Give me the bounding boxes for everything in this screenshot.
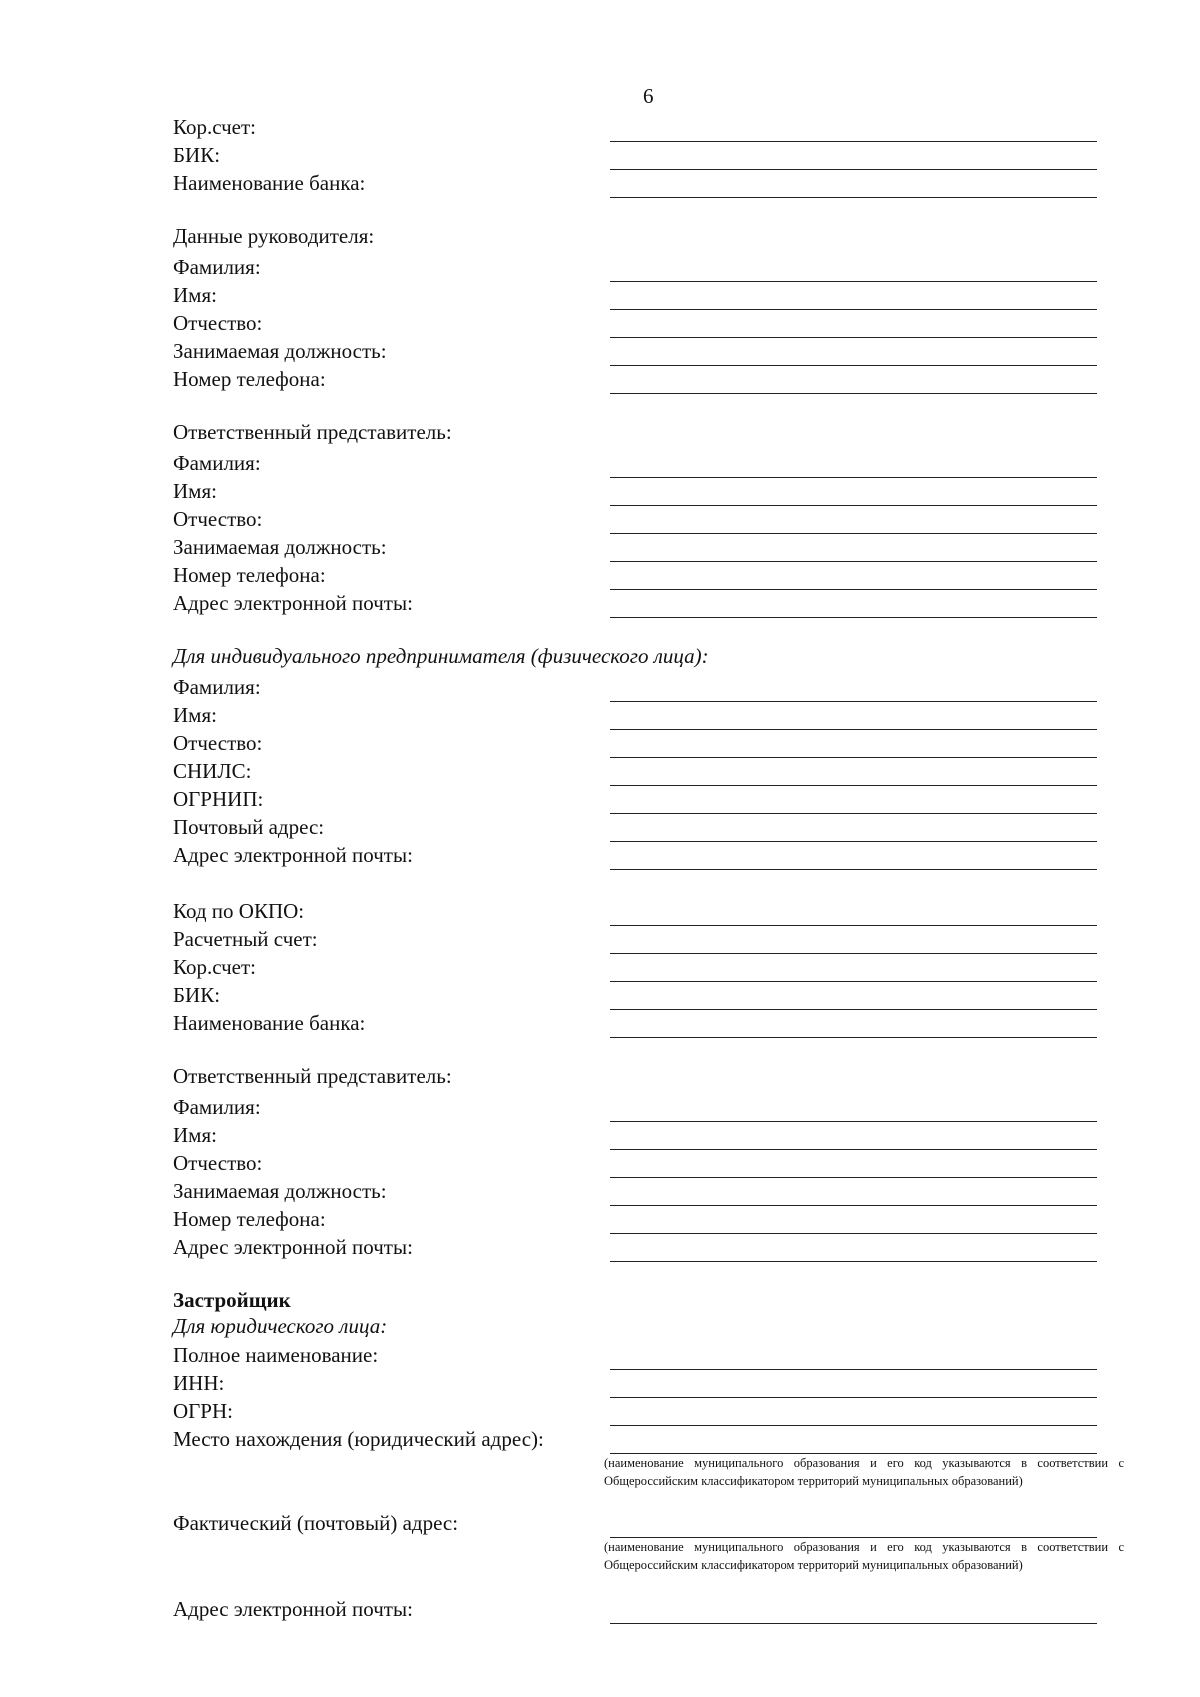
field-row — [173, 924, 1097, 954]
field-label: БИК: — [173, 143, 221, 167]
field-label: ОГРНИП: — [173, 787, 264, 811]
field-row — [173, 112, 1097, 142]
field-row — [173, 1120, 1097, 1150]
field-row — [173, 1204, 1097, 1234]
field-row — [173, 952, 1097, 982]
field-row — [173, 1008, 1097, 1038]
field-label: ИНН: — [173, 1371, 225, 1395]
field-label: БИК: — [173, 983, 221, 1007]
field-label: Номер телефона: — [173, 1207, 326, 1231]
fill-in-line[interactable] — [610, 393, 1097, 394]
field-label: Отчество: — [173, 311, 263, 335]
section-title-head: Данные руководителя: — [173, 224, 375, 248]
field-row — [173, 1368, 1097, 1398]
field-row — [173, 1092, 1097, 1122]
fill-in-line[interactable] — [610, 869, 1097, 870]
field-row — [173, 1424, 1097, 1454]
field-row — [173, 588, 1097, 618]
field-label: Место нахождения (юридический адрес): — [173, 1427, 544, 1451]
field-row — [173, 840, 1097, 870]
field-label: СНИЛС: — [173, 759, 252, 783]
field-row — [173, 812, 1097, 842]
field-row — [173, 1594, 1097, 1624]
section-title-representative: Ответственный представитель: — [173, 420, 452, 444]
legal-address-hint: (наименование муниципального образования и его код указываются в соответствии с Общероссийским классификатором территорий муниципальных образований) — [604, 1456, 1124, 1488]
field-row — [173, 364, 1097, 394]
field-label: Имя: — [173, 1123, 217, 1147]
field-row — [173, 672, 1097, 702]
field-label: Наименование банка: — [173, 1011, 366, 1035]
field-row — [173, 1176, 1097, 1206]
field-label: Фактический (почтовый) адрес: — [173, 1511, 459, 1535]
field-label: Фамилия: — [173, 1095, 261, 1119]
field-label: Код по ОКПО: — [173, 899, 305, 923]
field-row — [173, 980, 1097, 1010]
field-label: Номер телефона: — [173, 367, 326, 391]
field-label: Почтовый адрес: — [173, 815, 325, 839]
field-label: Адрес электронной почты: — [173, 591, 413, 615]
field-row — [173, 336, 1097, 366]
field-label: Адрес электронной почты: — [173, 1597, 413, 1621]
field-row — [173, 252, 1097, 282]
field-row — [173, 504, 1097, 534]
field-label: Адрес электронной почты: — [173, 843, 413, 867]
field-label: Номер телефона: — [173, 563, 326, 587]
field-label: Наименование банка: — [173, 171, 366, 195]
field-row — [173, 1148, 1097, 1178]
field-label: Полное наименование: — [173, 1343, 379, 1367]
field-label: Отчество: — [173, 507, 263, 531]
field-row — [173, 560, 1097, 590]
section-title-individual: Для индивидуального предпринимателя (физического лица): — [173, 644, 709, 668]
field-label: Кор.счет: — [173, 115, 257, 139]
field-row — [173, 1232, 1097, 1262]
field-row — [173, 476, 1097, 506]
field-label: Занимаемая должность: — [173, 339, 387, 363]
field-label: Занимаемая должность: — [173, 1179, 387, 1203]
field-row — [173, 140, 1097, 170]
field-label: Адрес электронной почты: — [173, 1235, 413, 1259]
fill-in-line[interactable] — [610, 197, 1097, 198]
field-row — [173, 280, 1097, 310]
field-row — [173, 700, 1097, 730]
page-number: 6 — [643, 84, 654, 108]
field-label: Кор.счет: — [173, 955, 257, 979]
field-row — [173, 308, 1097, 338]
field-row — [173, 1508, 1097, 1538]
fill-in-line[interactable] — [610, 617, 1097, 618]
field-row — [173, 756, 1097, 786]
field-row — [173, 728, 1097, 758]
field-row — [173, 1340, 1097, 1370]
field-label: Имя: — [173, 479, 217, 503]
fill-in-line[interactable] — [610, 1623, 1097, 1624]
field-label: Отчество: — [173, 731, 263, 755]
fill-in-line[interactable] — [610, 1261, 1097, 1262]
section-subtitle-legal-entity: Для юридического лица: — [173, 1314, 388, 1338]
field-row — [173, 784, 1097, 814]
field-row — [173, 1396, 1097, 1426]
fill-in-line[interactable] — [610, 1037, 1097, 1038]
field-label: Занимаемая должность: — [173, 535, 387, 559]
field-label: Расчетный счет: — [173, 927, 318, 951]
field-row — [173, 448, 1097, 478]
postal-address-hint: (наименование муниципального образования и его код указываются в соответствии с Общероссийским классификатором территорий муниципальных образований) — [604, 1540, 1124, 1572]
field-label: Фамилия: — [173, 451, 261, 475]
field-label: Имя: — [173, 283, 217, 307]
field-label: Отчество: — [173, 1151, 263, 1175]
section-title-developer: Застройщик — [173, 1288, 291, 1312]
field-label: ОГРН: — [173, 1399, 233, 1423]
field-label: Имя: — [173, 703, 217, 727]
field-row — [173, 896, 1097, 926]
field-row — [173, 168, 1097, 198]
field-label: Фамилия: — [173, 675, 261, 699]
section-title-representative: Ответственный представитель: — [173, 1064, 452, 1088]
field-row — [173, 532, 1097, 562]
field-label: Фамилия: — [173, 255, 261, 279]
